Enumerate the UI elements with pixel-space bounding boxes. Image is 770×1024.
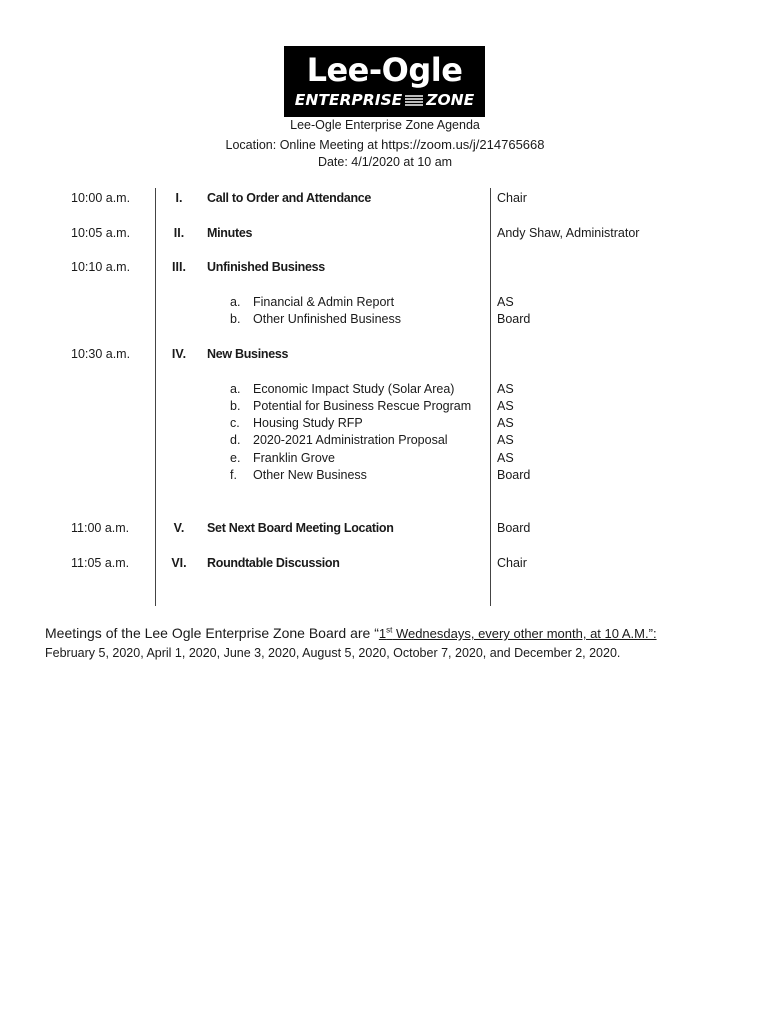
schedule-ordinal-suffix: st xyxy=(386,625,393,635)
subitem-presenter: AS xyxy=(497,295,514,309)
agenda-number: I. xyxy=(175,191,183,205)
meeting-dates: February 5, 2020, April 1, 2020, June 3, 2020, August 5, 2020, October 7, 2020, and December 2, 2020. xyxy=(45,646,621,660)
subitem-text: Economic Impact Study (Solar Area) xyxy=(253,382,455,396)
subitem-letter: c. xyxy=(230,416,240,430)
schedule-frequency xyxy=(379,626,657,641)
subitem-letter: b. xyxy=(230,312,241,326)
agenda-title: Minutes xyxy=(207,226,253,240)
agenda-title: Unfinished Business xyxy=(207,260,325,274)
subitem-text: Other New Business xyxy=(253,468,367,482)
subitem-text: Other Unfinished Business xyxy=(253,312,401,326)
subitem-presenter: AS xyxy=(497,399,514,413)
subitem-presenter: AS xyxy=(497,433,514,447)
agenda-number: V. xyxy=(173,521,185,535)
logo-title: Lee-Ogle xyxy=(306,51,463,89)
agenda-title: Roundtable Discussion xyxy=(207,556,340,570)
subitem-text: Housing Study RFP xyxy=(253,416,363,430)
page-title: Lee-Ogle Enterprise Zone Agenda xyxy=(290,118,480,132)
agenda-time: 11:00 a.m. xyxy=(71,521,130,535)
schedule-ordinal: 1 xyxy=(378,626,387,641)
logo-zone: ZONE xyxy=(426,91,475,109)
subitem-presenter: AS xyxy=(497,382,514,396)
agenda-time: 11:05 a.m. xyxy=(71,556,130,570)
agenda-presenter: Andy Shaw, Administrator xyxy=(497,226,640,240)
subitem-presenter: AS xyxy=(497,451,514,465)
left-divider xyxy=(155,188,156,606)
subitem-letter: a. xyxy=(230,382,241,396)
agenda-time: 10:00 a.m. xyxy=(71,191,131,205)
logo-subtitle xyxy=(284,90,485,110)
subitem-text: Potential for Business Rescue Program xyxy=(253,399,472,413)
logo-enterprise: ENTERPRISE xyxy=(294,91,403,109)
agenda-time: 10:30 a.m. xyxy=(71,347,131,361)
subitem-letter: e. xyxy=(230,451,241,465)
agenda-number: IV. xyxy=(171,347,187,361)
agenda-number: VI. xyxy=(171,556,187,570)
subitem-letter: f. xyxy=(230,468,237,482)
subitem-presenter: Board xyxy=(497,468,531,482)
agenda-title: Call to Order and Attendance xyxy=(207,191,372,205)
meeting-schedule-note xyxy=(45,625,657,641)
subitem-presenter: AS xyxy=(497,416,514,430)
agenda-title: Set Next Board Meeting Location xyxy=(207,521,394,535)
right-divider xyxy=(490,188,491,606)
location-prefix: Location: Online Meeting at xyxy=(225,138,382,152)
subitem-letter: b. xyxy=(230,399,241,413)
meeting-location xyxy=(0,137,770,152)
logo-stripes-icon xyxy=(405,95,423,106)
agenda-number: II. xyxy=(173,226,185,240)
subitem-presenter: Board xyxy=(497,312,531,326)
zoom-link[interactable]: https://zoom.us/j/214765668 xyxy=(381,137,545,152)
agenda-time: 10:05 a.m. xyxy=(71,226,131,240)
agenda-presenter: Chair xyxy=(497,191,527,205)
subitem-letter: d. xyxy=(230,433,241,447)
meeting-date: Date: 4/1/2020 at 10 am xyxy=(317,155,453,169)
agenda-presenter: Board xyxy=(497,521,531,535)
schedule-rest: Wednesdays, every other month, at 10 A.M.”: xyxy=(392,626,657,641)
subitem-letter: a. xyxy=(230,295,241,309)
lee-ogle-logo xyxy=(284,46,485,117)
subitem-text: Franklin Grove xyxy=(253,451,335,465)
agenda-number: III. xyxy=(172,260,186,274)
schedule-prefix: Meetings of the Lee Ogle Enterprise Zone Board are “ xyxy=(45,625,379,641)
subitem-text: Financial & Admin Report xyxy=(253,295,395,309)
agenda-presenter: Chair xyxy=(497,556,527,570)
agenda-time: 10:10 a.m. xyxy=(71,260,131,274)
subitem-text: 2020-2021 Administration Proposal xyxy=(253,433,448,447)
agenda-title: New Business xyxy=(207,347,289,361)
